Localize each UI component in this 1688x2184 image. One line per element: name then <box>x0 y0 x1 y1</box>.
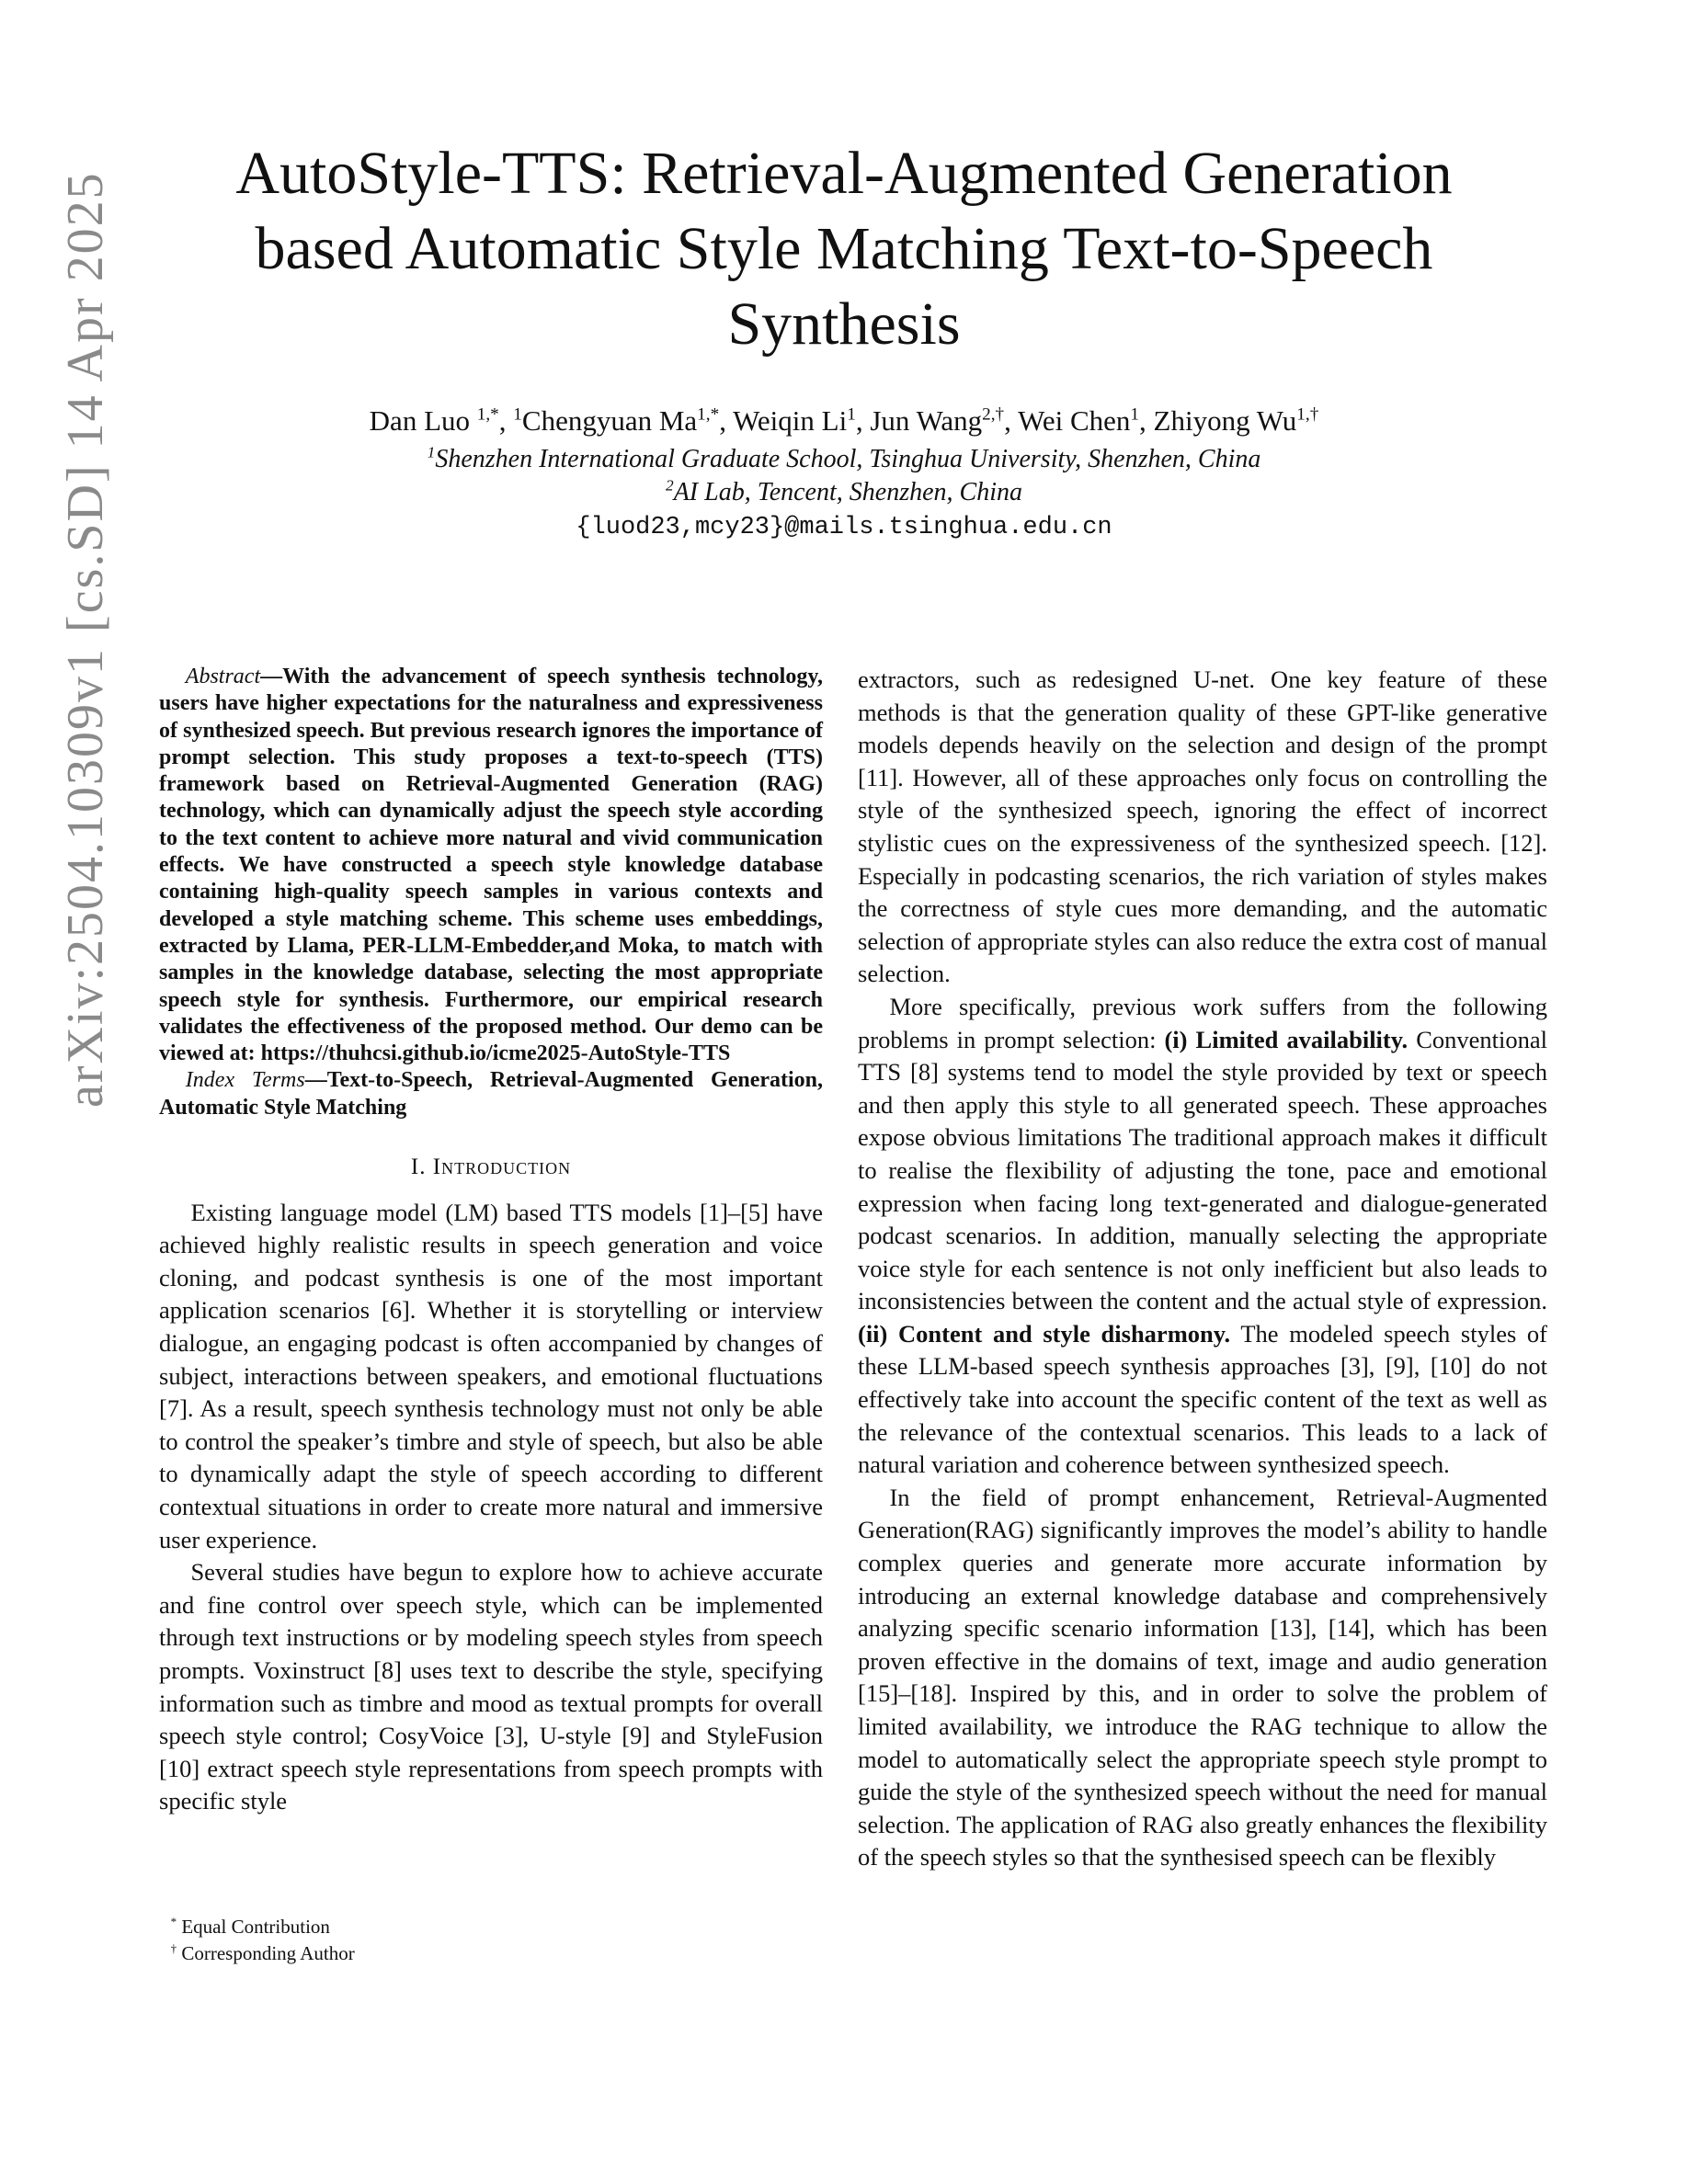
footnotes <box>159 1914 823 1967</box>
right-column <box>858 664 1547 1874</box>
author-affiliation-marker: 1,† <box>1296 404 1319 425</box>
author-name: Jun Wang <box>870 404 983 437</box>
author-affiliation-marker: 1 <box>847 404 856 425</box>
title-line: based Automatic Style Matching Text-to-Speech <box>255 215 1433 282</box>
author-affiliation-marker: 1,* <box>697 404 720 425</box>
author-name: Weiqin Li <box>733 404 848 437</box>
author-affiliation-marker: 2,† <box>982 404 1005 425</box>
paragraph-text: The modeled speech styles of these LLM-based speech synthesis approaches [3], [9], [10] do not effectively take into account the specific content of the text as well as the relevance of the contextual scenarios. This leads to a lack of natural variation and coherence between synthesized speech. <box>858 1319 1548 1479</box>
footnote-mark: † <box>170 1941 177 1955</box>
footnote-text: Equal Contribution <box>181 1916 330 1938</box>
left-column <box>159 664 823 1818</box>
author-name: Wei Chen <box>1018 404 1131 437</box>
author-list: Dan Luo $^{1,*}$, $^1$Chengyuan $Ma^{1,*}$, Weiqin Li$^1$, Jun Wang$^{2,\dagger}$, Wei Chen$^1$, Zhiyong $Wu^{1,\dagger}$ <box>369 404 1319 437</box>
footnote <box>159 1940 823 1967</box>
body-paragraph: extractors, such as redesigned U-net. One key feature of these methods is that the generation quality of these GPT-like generative models depends heavily on the selection and design of the prompt [11]. However, all of these approaches only focus on controlling the style of the synthesized speech, ignoring the effect of incorrect stylistic cues on the expressiveness of the synthesized speech. [12]. Especially in podcasting scenarios, the rich variation of styles makes the correctness of style cues more demanding, and the automatic selection of appropriate styles can also reduce the extra cost of manual selection. <box>858 665 1547 988</box>
author-affiliation-marker: 1 <box>1130 404 1140 425</box>
paper-title <box>129 136 1559 362</box>
title-line: AutoStyle-TTS: Retrieval-Augmented Generation <box>235 140 1453 207</box>
author-affiliation-marker: 1 <box>513 404 522 425</box>
title-line: Synthesis <box>727 290 961 358</box>
body-paragraph <box>858 991 1547 1482</box>
author-name: Zhiyong Wu <box>1153 404 1297 437</box>
abstract-text: With the advancement of speech synthesis technology, users have higher expectations for the naturalness and expressiveness of synthesized speech. But previous research ignores the importance of prompt selection. This study proposes a text-to-speech (TTS) framework based on Retrieval-Augmented Generation (RAG) technology, which can dynamically adjust the speech style according to the text content to achieve more natural and vivid communication effects. We have constructed a speech style knowledge database containing high-quality speech samples in various contexts and developed a style matching scheme. This scheme uses embeddings, extracted by Llama, PER-LLM-Embedder,and Moka, to match with samples in the knowledge database, selecting the most appropriate speech style for synthesis. Furthermore, our empirical research validates the effectiveness of the proposed method. Our demo can be viewed at: https://thuhcsi.github.io/icme2025-AutoStyle-TTS <box>159 665 823 1066</box>
body-paragraph: In the field of prompt enhancement, Retrieval-Augmented Generation(RAG) significantly improves the model’s ability to handle complex queries and generate more accurate information by introducing an external knowledge database and comprehensively analyzing specific scenario information [13], [14], which has been proven effective in the domains of text, image and audio generation [15]–[18]. Inspired by this, and in order to solve the problem of limited availability, we introduce the RAG technique to allow the model to automatically select the appropriate speech style prompt to guide the style of the synthesized speech without the need for manual selection. The application of RAG also greatly enhances the flexibility of the speech styles so that the synthesised speech can be flexibly <box>858 1483 1547 1871</box>
affiliation-text: Shenzhen International Graduate School, Tsinghua University, Shenzhen, China <box>435 445 1261 473</box>
index-terms <box>159 1067 823 1121</box>
affiliation-number: 1 <box>427 443 436 461</box>
index-terms-dash: — <box>304 1068 327 1093</box>
affiliation <box>129 443 1559 476</box>
footnote <box>159 1914 823 1940</box>
body-paragraph: Several studies have begun to explore how to achieve accurate and fine control over speech style, which can be implemented through text instructions or by modeling speech styles from speech prompts. Voxinstruct [8] uses text to describe the style, specifying information such as timbre and mood as textual prompts for overall speech style control; CosyVoice [3], U-style [9] and StyleFusion [10] extract speech style representations from speech prompts with specific style <box>159 1558 823 1815</box>
problem-label: (i) Limited availability. <box>1164 1025 1409 1053</box>
section-title: Introduction <box>432 1155 572 1180</box>
affiliation-text: AI Lab, Tencent, Shenzhen, China <box>673 478 1022 506</box>
section-heading <box>159 1151 823 1184</box>
affiliation-number: 2 <box>666 476 674 495</box>
index-terms-label: Index Terms <box>185 1068 305 1093</box>
affiliation <box>129 476 1559 509</box>
arxiv-identifier: arXiv:2504.10309v1 [cs.SD] 14 Apr 2025 <box>57 171 114 1108</box>
abstract-dash: — <box>260 665 283 688</box>
author-affiliation-marker: 1,* <box>476 404 499 425</box>
footnote-text: Corresponding Author <box>181 1942 355 1964</box>
index-terms-text: Text-to-Speech, Retrieval-Augmented Generation, Automatic Style Matching <box>159 1068 824 1120</box>
footnote-mark: * <box>170 1915 177 1928</box>
author-name: Dan Luo <box>369 404 471 437</box>
paragraph-text: More specifically, previous work suffers from the following problems in prompt selection: <box>858 992 1547 1053</box>
section-number: I. <box>410 1155 427 1180</box>
problem-label: (ii) Content and style disharmony. <box>858 1319 1231 1348</box>
body-paragraph: Existing language model (LM) based TTS models [1]–[5] have achieved highly realistic results in speech generation and voice cloning, and podcast synthesis is one of the most important application scenarios [6]. Whether it is storytelling or interview dialogue, an engaging podcast is often accompanied by changes of subject, interactions between speakers, and emotional fluctuations [7]. As a result, speech synthesis technology must not only be able to control the speaker’s timbre and style of speech, but also be able to dynamically adapt the style of speech according to different contextual situations in order to create more natural and immersive user experience. <box>159 1198 823 1553</box>
paragraph-text: Conventional TTS [8] systems tend to model the style provided by text or speech and then apply this style to all generated speech. These approaches expose obvious limitations The traditional approach makes it difficult to realise the flexibility of adjusting the tone, pace and emotional expression when facing long text-generated and dialogue-generated podcast scenarios. In addition, manually selecting the appropriate voice style for each sentence is not only inefficient but also leads to inconsistencies between the content and the actual style of expression. <box>858 1025 1547 1315</box>
abstract <box>159 664 823 1067</box>
author-email: {luod23,mcy23}@mails.tsinghua.edu.cn <box>576 514 1112 541</box>
author-name: Chengyuan Ma <box>521 404 698 437</box>
abstract-label: Abstract <box>185 665 261 688</box>
